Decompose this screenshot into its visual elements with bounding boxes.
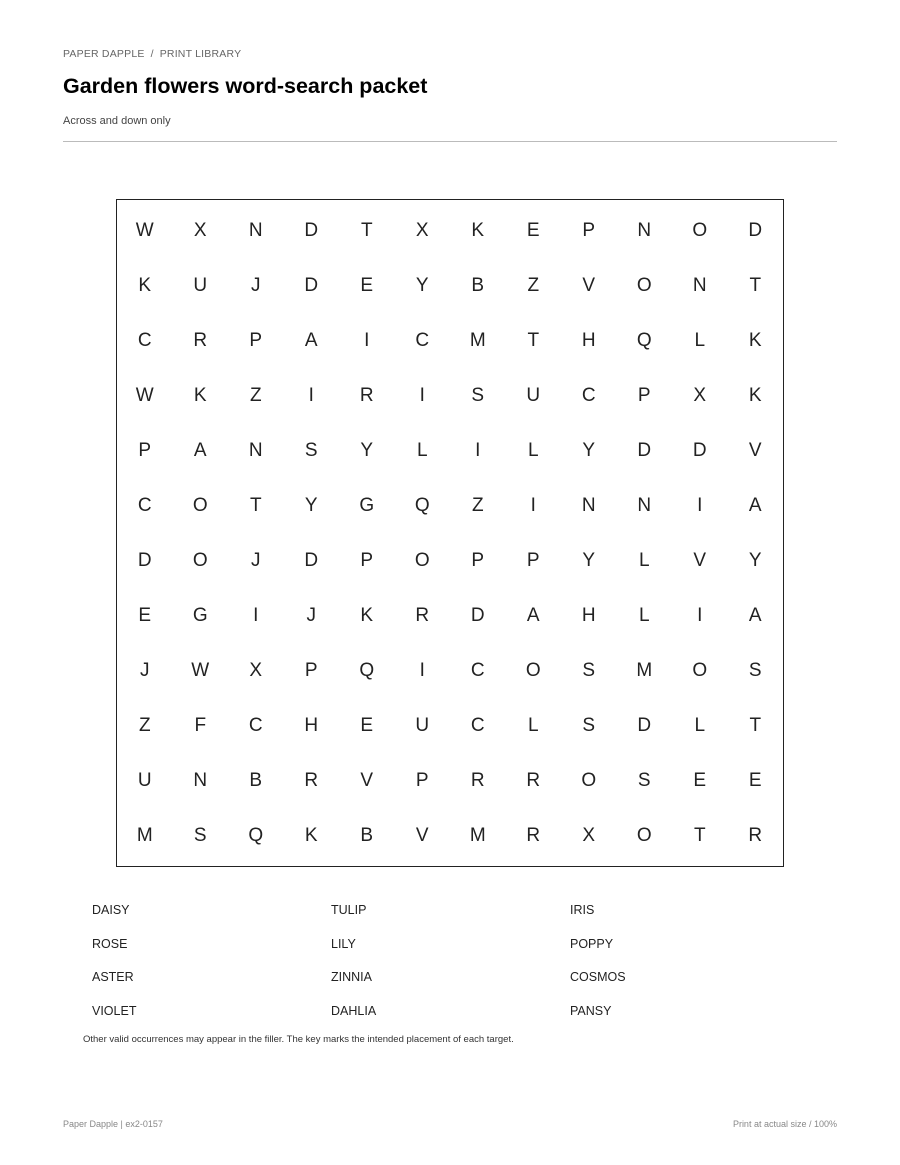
grid-cell: Q bbox=[414, 495, 430, 517]
grid-cell: P bbox=[415, 769, 429, 791]
grid-cell: I bbox=[697, 604, 703, 626]
grid-cell: N bbox=[248, 220, 263, 242]
grid-cell: E bbox=[693, 769, 707, 791]
grid-cell: V bbox=[693, 549, 707, 571]
grid-cell: S bbox=[304, 440, 318, 462]
grid-cell: Q bbox=[636, 330, 652, 352]
grid-cell: W bbox=[191, 659, 210, 681]
grid-cell: E bbox=[138, 604, 152, 626]
grid-cell: I bbox=[475, 440, 481, 462]
word-list-item: ASTER bbox=[92, 970, 134, 984]
grid-cell: X bbox=[249, 659, 263, 681]
grid-cell: D bbox=[692, 440, 707, 462]
word-list-item: TULIP bbox=[331, 903, 367, 917]
grid-cell: K bbox=[471, 220, 485, 242]
grid-cell: W bbox=[135, 220, 154, 242]
grid-cell: V bbox=[748, 440, 762, 462]
grid-cell: N bbox=[248, 440, 263, 462]
grid-cell: U bbox=[137, 769, 152, 791]
grid-cell: L bbox=[416, 440, 428, 462]
word-list bbox=[92, 903, 812, 1037]
word-list-item: POPPY bbox=[570, 936, 614, 951]
grid-cell: R bbox=[526, 769, 541, 791]
grid-cell: A bbox=[193, 440, 207, 462]
grid-cell: J bbox=[140, 659, 150, 681]
grid-cell: R bbox=[748, 824, 763, 846]
grid-cell: N bbox=[637, 495, 652, 517]
grid-cell: J bbox=[251, 549, 261, 571]
word-list-item: LILY bbox=[331, 936, 356, 951]
word-list-item: PANSY bbox=[570, 1003, 612, 1018]
grid-cell: N bbox=[637, 220, 652, 242]
grid-cell: M bbox=[136, 824, 153, 846]
footer-print-hint: Print at actual size / 100% bbox=[732, 1119, 837, 1129]
grid-cell: S bbox=[582, 714, 596, 736]
grid-cell: A bbox=[304, 330, 318, 352]
grid-cell: Q bbox=[248, 824, 264, 846]
grid-cell: E bbox=[360, 275, 374, 297]
grid-cell: L bbox=[694, 330, 706, 352]
grid-cell: Z bbox=[471, 495, 484, 517]
grid-cell: U bbox=[193, 275, 208, 297]
grid-cell: L bbox=[694, 714, 706, 736]
word-list-item: ROSE bbox=[92, 936, 128, 951]
header-divider bbox=[63, 141, 837, 142]
grid-cell: K bbox=[193, 385, 207, 407]
grid-cell: D bbox=[470, 604, 485, 626]
grid-cell: Q bbox=[359, 659, 375, 681]
grid-cell: P bbox=[526, 549, 540, 571]
grid-cell: P bbox=[637, 385, 651, 407]
grid-cell: I bbox=[697, 495, 703, 517]
grid-cell: A bbox=[748, 604, 762, 626]
grid-cell: Y bbox=[304, 495, 318, 517]
grid-cell: C bbox=[137, 495, 152, 517]
grid-cell: I bbox=[253, 604, 259, 626]
grid-cell: Y bbox=[582, 549, 596, 571]
grid-cell: S bbox=[637, 769, 651, 791]
grid-cell: V bbox=[415, 824, 429, 846]
grid-cell: P bbox=[582, 220, 596, 242]
grid-cell: I bbox=[364, 330, 370, 352]
breadcrumb bbox=[63, 48, 241, 60]
grid-cell: W bbox=[135, 385, 154, 407]
grid-cell: R bbox=[193, 330, 208, 352]
grid-cell: Z bbox=[249, 385, 262, 407]
grid-cell: V bbox=[360, 769, 374, 791]
grid-cell: K bbox=[304, 824, 318, 846]
grid-cell: S bbox=[582, 659, 596, 681]
word-list-item: IRIS bbox=[570, 903, 595, 917]
grid-cell: R bbox=[470, 769, 485, 791]
breadcrumb-section: PRINT LIBRARY bbox=[159, 48, 242, 60]
word-list-item: ZINNIA bbox=[331, 970, 372, 984]
grid-cell: T bbox=[749, 714, 762, 736]
grid-cell: R bbox=[415, 604, 430, 626]
grid-cell: J bbox=[306, 604, 316, 626]
grid-cell: F bbox=[194, 714, 207, 736]
grid-cell: T bbox=[693, 824, 706, 846]
grid-cell: S bbox=[748, 659, 762, 681]
filler-note: Other valid occurrences may appear in the filler. The key marks the intended placement of each target. bbox=[83, 1034, 514, 1045]
grid-cell: K bbox=[748, 330, 762, 352]
grid-cell: D bbox=[304, 220, 319, 242]
grid-cell: A bbox=[748, 495, 762, 517]
grid-cell: O bbox=[192, 495, 208, 517]
grid-cell: P bbox=[304, 659, 318, 681]
footer-id: Paper Dapple | ex2-0157 bbox=[63, 1119, 163, 1129]
grid-cell: E bbox=[360, 714, 374, 736]
grid-cell: K bbox=[360, 604, 374, 626]
grid-cell: I bbox=[530, 495, 536, 517]
grid-cell: L bbox=[638, 604, 650, 626]
grid-cell: L bbox=[527, 714, 539, 736]
grid-cell: O bbox=[581, 769, 597, 791]
grid-cell: K bbox=[138, 275, 152, 297]
grid-cell: X bbox=[582, 824, 596, 846]
grid-cell: D bbox=[304, 275, 319, 297]
grid-cell: G bbox=[359, 495, 375, 517]
grid-cell: O bbox=[636, 824, 652, 846]
grid-cell: D bbox=[748, 220, 763, 242]
breadcrumb-separator: / bbox=[150, 48, 154, 60]
grid-cell: X bbox=[415, 220, 429, 242]
grid-cell: O bbox=[692, 659, 708, 681]
grid-cell: N bbox=[692, 275, 707, 297]
word-list-item: DAHLIA bbox=[331, 1003, 377, 1018]
breadcrumb-site: PAPER DAPPLE bbox=[63, 48, 145, 60]
grid-cell: R bbox=[359, 385, 374, 407]
grid-cell: T bbox=[360, 220, 373, 242]
grid-cell: Z bbox=[138, 714, 151, 736]
grid-cell: J bbox=[251, 275, 261, 297]
grid-cell: H bbox=[304, 714, 319, 736]
grid-cell: R bbox=[526, 824, 541, 846]
word-list-item: COSMOS bbox=[570, 970, 626, 984]
grid-cell: M bbox=[636, 659, 653, 681]
grid-cell: T bbox=[527, 330, 540, 352]
grid-cell: V bbox=[582, 275, 596, 297]
grid-cell: Z bbox=[527, 275, 540, 297]
word-list-item: DAISY bbox=[92, 903, 130, 917]
grid-cell: Y bbox=[415, 275, 429, 297]
grid-cell: X bbox=[193, 220, 207, 242]
grid-cell: N bbox=[193, 769, 208, 791]
grid-cell: O bbox=[192, 549, 208, 571]
grid-cell: T bbox=[249, 495, 262, 517]
grid-cell: K bbox=[748, 385, 762, 407]
grid-cell: O bbox=[525, 659, 541, 681]
grid-cell: R bbox=[304, 769, 319, 791]
grid-cell: C bbox=[415, 330, 430, 352]
grid-cell: E bbox=[748, 769, 762, 791]
grid-cell: S bbox=[471, 385, 485, 407]
word-list-item: VIOLET bbox=[92, 1003, 137, 1018]
grid-cell: C bbox=[470, 714, 485, 736]
grid-cell: M bbox=[469, 330, 486, 352]
grid-cell: I bbox=[419, 385, 425, 407]
grid-cell: U bbox=[526, 385, 541, 407]
grid-cell: M bbox=[469, 824, 486, 846]
grid-cell: G bbox=[192, 604, 208, 626]
grid-cell: D bbox=[637, 440, 652, 462]
grid-cell: O bbox=[414, 549, 430, 571]
word-search-grid bbox=[116, 199, 784, 867]
grid-cell: L bbox=[527, 440, 539, 462]
grid-cell: U bbox=[415, 714, 430, 736]
grid-cell: O bbox=[636, 275, 652, 297]
grid-cell: C bbox=[137, 330, 152, 352]
grid-cell: B bbox=[249, 769, 263, 791]
grid-cell: P bbox=[249, 330, 263, 352]
grid-cell: H bbox=[581, 330, 596, 352]
grid-cell: S bbox=[193, 824, 207, 846]
grid-cell: Y bbox=[748, 549, 762, 571]
grid-cell: I bbox=[419, 659, 425, 681]
grid-cell: O bbox=[692, 220, 708, 242]
grid-cell: D bbox=[137, 549, 152, 571]
grid-cell: A bbox=[526, 604, 540, 626]
grid-cell: C bbox=[581, 385, 596, 407]
grid-cell: N bbox=[581, 495, 596, 517]
grid-cell: D bbox=[637, 714, 652, 736]
grid-cell: H bbox=[581, 604, 596, 626]
grid-cell: P bbox=[360, 549, 374, 571]
grid-cell: I bbox=[308, 385, 314, 407]
grid-cell: T bbox=[749, 275, 762, 297]
grid-cell: X bbox=[693, 385, 707, 407]
grid-cell: E bbox=[526, 220, 540, 242]
grid-cell: D bbox=[304, 549, 319, 571]
grid-cell: Y bbox=[360, 440, 374, 462]
grid-cell: Y bbox=[582, 440, 596, 462]
grid-cell: C bbox=[470, 659, 485, 681]
grid-cell: P bbox=[471, 549, 485, 571]
grid-cell: P bbox=[138, 440, 152, 462]
page-title: Garden flowers word-search packet bbox=[63, 74, 428, 98]
grid-cell: C bbox=[248, 714, 263, 736]
page-subtitle: Across and down only bbox=[63, 115, 171, 127]
grid-cell: B bbox=[471, 275, 485, 297]
grid-cell: L bbox=[638, 549, 650, 571]
grid-cell: B bbox=[360, 824, 374, 846]
